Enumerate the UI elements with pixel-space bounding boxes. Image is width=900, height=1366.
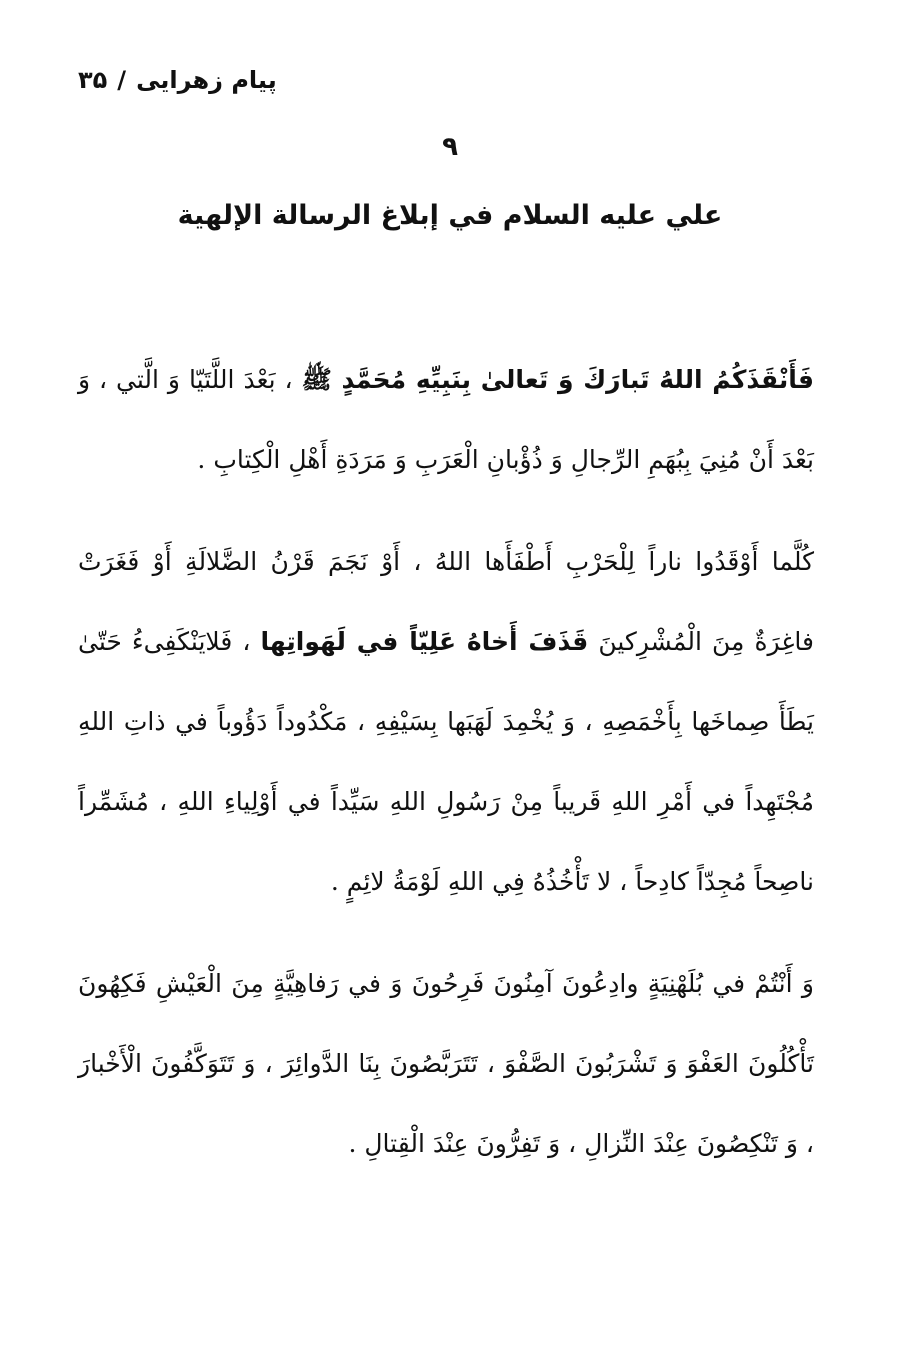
header-separator: / xyxy=(117,66,127,94)
paragraph-1-text: ، بَعْدَ اللَّتَيّا وَ الَّتي ، وَ بَعْدَ أَنْ مُنِيَ بِبُهَمِ الرِّجالِ وَ ذُؤْبانِ الْعَرَبِ وَ مَرَدَةِ أَهْلِ الْكِتابِ . xyxy=(78,365,814,474)
paragraph-2-text-after: ، فَلايَنْكَفِىءُ حَتّىٰ يَطَأَ صِماخَها بِأَخْمَصِهِ ، وَ يُخْمِدَ لَهَبَها بِسَيْفِهِ ، مَكْدُوداً دَؤُوباً في ذاتِ اللهِ مُجْتَهِداً في أَمْرِ اللهِ قَريباً مِنْ رَسُولِ اللهِ سَيِّداً في أَوْلِياءِ اللهِ ، مُشَمِّراً ناصِحاً مُجِدّاً كادِحاً ، لا تَأْخُذُهُ فِي اللهِ لَوْمَةُ لائِمٍ . xyxy=(78,627,814,896)
paragraph-2-text-before: كُلَّما أَوْقَدُوا ناراً لِلْحَرْبِ أَطْفَأَها اللهُ ، أَوْ نَجَمَ قَرْنُ الضَّلالَةِ أَوْ فَغَرَتْ فاغِرَةٌ مِنَ الْمُشْرِكينَ xyxy=(78,547,814,656)
paragraph-1 xyxy=(78,340,814,500)
paragraph-3 xyxy=(78,944,814,1184)
section-number: ۹ xyxy=(442,132,458,162)
body-text xyxy=(78,340,814,1184)
paragraph-2-bold-middle: قَذَفَ أَخاهُ عَلِيّاً في لَهَواتِها xyxy=(260,627,589,656)
book-title: پیام زهرایی xyxy=(136,66,277,94)
section-title: علي عليه السلام في إبلاغ الرسالة الإلهية xyxy=(177,200,723,231)
paragraph-2 xyxy=(78,522,814,922)
paragraph-3-text: وَ أَنْتُمْ في بُلَهْنِيَةٍ وادِعُونَ آمِنُونَ فَرِحُونَ وَ في رَفاهِيَّةٍ مِنَ الْعَيْشِ فَكِهُونَ تَأْكُلُونَ العَفْوَ وَ تَشْرَبُونَ الصَّفْوَ ، تَتَرَبَّصُونَ بِنَا الدَّوائِرَ ، وَ تَتَوَكَّفُونَ الْأَخْبارَ ، وَ تَنْكِصُونَ عِنْدَ النِّزالِ ، وَ تَفِرُّونَ عِنْدَ الْقِتالِ . xyxy=(78,969,814,1158)
page-number: ۳۵ xyxy=(78,66,108,94)
paragraph-1-bold-lead: فَأَنْقَذَكُمُ اللهُ تَبارَكَ وَ تَعالىٰ بِنَبِيِّهِ مُحَمَّدٍ ﷺ xyxy=(301,365,814,394)
running-header xyxy=(78,66,378,94)
